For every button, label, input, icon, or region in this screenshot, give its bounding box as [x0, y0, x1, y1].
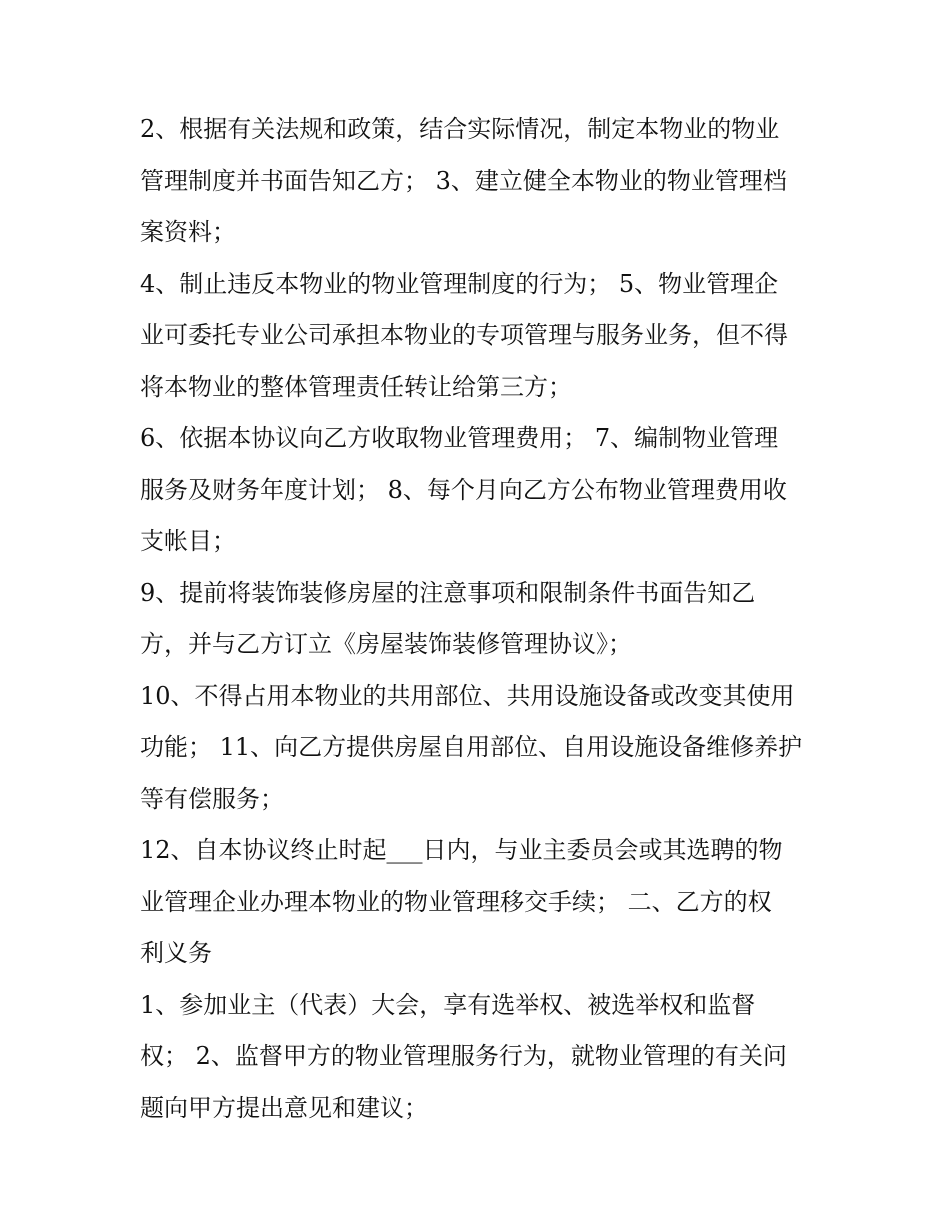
text-line: 9、提前将装饰装修房屋的注意事项和限制条件书面告知乙 — [140, 578, 756, 607]
text-line: 方，并与乙方订立《房屋装饰装修管理协议》； — [140, 630, 632, 658]
text-line: 6、依据本协议向乙方收取物业管理费用； 7、编制物业管理 — [140, 424, 779, 452]
text-line: 功能； 11、向乙方提供房屋自用部位、自用设施设备维修养护 — [140, 733, 803, 761]
text-line: 服务及财务年度计划； 8、每个月向乙方公布物业管理费用收 — [140, 475, 787, 504]
text-line: 2、根据有关法规和政策，结合实际情况，制定本物业的物业 — [140, 115, 780, 143]
text-line: 利义务 — [140, 939, 212, 967]
text-line: 权； 2、监督甲方的物业管理服务行为，就物业管理的有关问 — [140, 1042, 787, 1070]
text-line: 1、参加业主（代表）大会，享有选举权、被选举权和监督 — [140, 990, 756, 1019]
text-line: 12、自本协议终止时起___日内，与业主委员会或其选聘的物 — [140, 836, 783, 864]
text-line: 4、制止违反本物业的物业管理制度的行为； 5、物业管理企 — [140, 269, 779, 298]
text-line: 支帐目； — [140, 527, 236, 555]
text-line: 业管理企业办理本物业的物业管理移交手续； 二、乙方的权 — [140, 887, 772, 916]
text-line: 管理制度并书面告知乙方； 3、建立健全本物业的物业管理档 — [140, 166, 787, 195]
document-body — [140, 104, 840, 1134]
text-line: 10、不得占用本物业的共用部位、共用设施设备或改变其使用 — [140, 681, 795, 710]
text-line: 案资料； — [140, 218, 236, 246]
text-line: 业可委托专业公司承担本物业的专项管理与服务业务，但不得 — [140, 321, 788, 349]
text-line: 等有偿服务； — [140, 784, 284, 813]
text-line: 将本物业的整体管理责任转让给第三方； — [140, 372, 572, 401]
text-line: 题向甲方提出意见和建议； — [140, 1093, 428, 1122]
